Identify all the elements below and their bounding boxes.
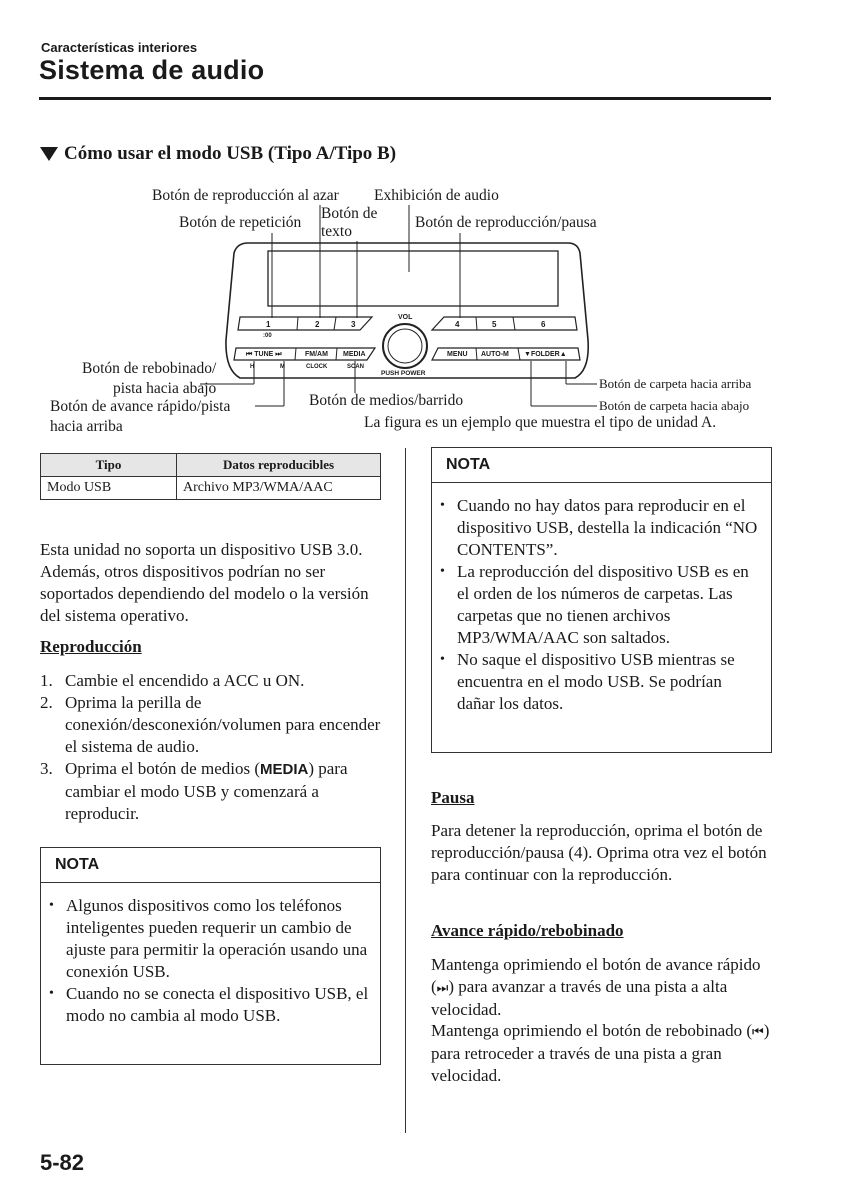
h-label: H bbox=[250, 364, 255, 370]
column-divider bbox=[405, 448, 406, 1133]
media-key-label: MEDIA bbox=[260, 761, 309, 778]
label-rewind-line2: pista hacia abajo bbox=[113, 380, 217, 397]
folder-label: FOLDER bbox=[530, 351, 560, 358]
label-text-line2: texto bbox=[321, 223, 352, 240]
automem-label: AUTO-M bbox=[481, 351, 509, 358]
table-header-datos: Datos reproducibles bbox=[177, 454, 381, 477]
label-ff-line1: Botón de avance rápido/pista bbox=[50, 398, 231, 415]
nota-item: • La reproducción del dispositivo USB es en el orden de los números de carpetas. Las carpetas que no tienen archivos MP3/WMA/AAC son saltados. bbox=[432, 561, 761, 649]
table-header-row bbox=[41, 454, 381, 477]
label-random: Botón de reproducción al azar bbox=[152, 187, 339, 204]
step-text-post: ) para cambiar el modo USB y comenzará a reproducir. bbox=[65, 759, 348, 823]
data-types-table bbox=[40, 453, 381, 500]
preset-4-label: 4 bbox=[455, 320, 460, 329]
label-ff-line2: hacia arriba bbox=[50, 418, 123, 435]
step-item bbox=[40, 670, 385, 692]
reproduccion-heading: Reproducción bbox=[40, 637, 142, 656]
table-header-tipo: Tipo bbox=[41, 454, 177, 477]
fmam-label: FM/AM bbox=[305, 351, 328, 358]
media-label: MEDIA bbox=[343, 351, 366, 358]
nota-item: • Cuando no hay datos para reproducir en el dispositivo USB, destella la indicación “NO CONTENTS”. bbox=[432, 495, 761, 561]
label-repeat: Botón de repetición bbox=[179, 214, 302, 231]
preset-3-label: 3 bbox=[351, 320, 356, 329]
preset-6-label: 6 bbox=[541, 320, 546, 329]
rewind-icon: ⏮ bbox=[752, 1024, 764, 1039]
tune-label: TUNE bbox=[254, 351, 274, 358]
label-fast-forward bbox=[50, 397, 230, 437]
label-folder-up: Botón de carpeta hacia arriba bbox=[599, 376, 752, 391]
label-text-line1: Botón de bbox=[321, 205, 378, 222]
nota-title: NOTA bbox=[41, 848, 380, 883]
step-number: 1. bbox=[40, 671, 53, 690]
nota-item: • Cuando no se conecta el dispositivo USB, el modo no cambia al modo USB. bbox=[41, 983, 370, 1027]
step-text: Cambie el encendido a ACC u ON. bbox=[65, 671, 305, 690]
avance-heading: Avance rápido/rebobinado bbox=[431, 921, 624, 940]
nota-list bbox=[41, 883, 380, 1027]
preset-5-label: 5 bbox=[492, 320, 497, 329]
m-label: M bbox=[280, 364, 285, 370]
step-text-pre: Oprima el botón de medios ( bbox=[65, 759, 260, 778]
clock-label: CLOCK bbox=[306, 364, 328, 370]
steps-list bbox=[40, 670, 385, 825]
tune-button: ⏮ TUNE ⏭ bbox=[246, 351, 282, 358]
step-item bbox=[40, 692, 385, 758]
table-row bbox=[41, 477, 381, 500]
avance-p1-post: ) para avanzar a través de una pista a alta velocidad. bbox=[431, 977, 728, 1019]
step-number: 2. bbox=[40, 693, 53, 712]
label-folder-down: Botón de carpeta hacia abajo bbox=[599, 398, 750, 413]
label-rewind-line1: Botón de rebobinado/ bbox=[82, 360, 217, 377]
avance-p1-pre: Mantenga oprimiendo el botón de avance rápido ( bbox=[431, 955, 761, 996]
chapter-label: Características interiores bbox=[41, 40, 198, 55]
avance-p2-post: ) para retroceder a través de una pista a gran velocidad. bbox=[431, 1021, 770, 1085]
intro-paragraph: Esta unidad no soporta un dispositivo USB 3.0. Además, otros dispositivos podrían no ser soportados dependiendo del modelo o la versión del sistema operativo. bbox=[40, 540, 369, 625]
table-cell: Archivo MP3/WMA/AAC bbox=[177, 477, 381, 500]
fast-forward-icon: ⏭ bbox=[436, 980, 449, 995]
page-title: Sistema de audio bbox=[39, 55, 265, 85]
label-rewind bbox=[82, 359, 216, 399]
push-power-label: PUSH POWER bbox=[381, 370, 426, 377]
label-media-scan: Botón de medios/barrido bbox=[309, 392, 464, 409]
label-play-pause: Botón de reproducción/pausa bbox=[415, 214, 597, 231]
menu-label: MENU bbox=[447, 351, 468, 358]
pausa-heading: Pausa bbox=[431, 788, 475, 807]
nota-list bbox=[432, 483, 771, 715]
page-number: 5-82 bbox=[40, 1150, 85, 1175]
folder-button: ▼FOLDER▲ bbox=[524, 351, 567, 358]
preset-1-sub-label: :00 bbox=[263, 333, 272, 339]
figure-caption: La figura es un ejemplo que muestra el tipo de unidad A. bbox=[364, 414, 717, 431]
pausa-paragraph: Para detener la reproducción, oprima el botón de reproducción/pausa (4). Oprima otra vez el botón para continuar con la reproducción. bbox=[431, 821, 767, 884]
scan-label: SCAN bbox=[347, 364, 365, 370]
audio-unit-figure bbox=[0, 0, 845, 445]
avance-paragraph-2 bbox=[431, 1020, 776, 1087]
step-text: Oprima la perilla de conexión/desconexión/volumen para encender el sistema de audio. bbox=[65, 693, 381, 756]
vol-label: VOL bbox=[398, 314, 413, 321]
nota-item: • No saque el dispositivo USB mientras se encuentra en el modo USB. Se podrían dañar los datos. bbox=[432, 649, 761, 715]
avance-paragraph-1 bbox=[431, 954, 776, 1021]
table-cell: Modo USB bbox=[41, 477, 177, 500]
step-number: 3. bbox=[40, 759, 53, 778]
nota-box-right bbox=[431, 447, 772, 753]
label-text-button bbox=[321, 205, 377, 241]
preset-2-label: 2 bbox=[315, 320, 320, 329]
step-item bbox=[40, 758, 385, 825]
label-display: Exhibición de audio bbox=[374, 187, 499, 204]
avance-p2-pre: Mantenga oprimiendo el botón de rebobinado ( bbox=[431, 1021, 753, 1040]
nota-title: NOTA bbox=[432, 448, 771, 483]
section-title: Cómo usar el modo USB (Tipo A/Tipo B) bbox=[64, 143, 397, 164]
nota-box-left bbox=[40, 847, 381, 1065]
preset-1-label: 1 bbox=[266, 320, 271, 329]
nota-item: • Algunos dispositivos como los teléfonos inteligentes pueden requerir un cambio de ajuste para permitir la operación usando una conexión USB. bbox=[41, 895, 370, 983]
